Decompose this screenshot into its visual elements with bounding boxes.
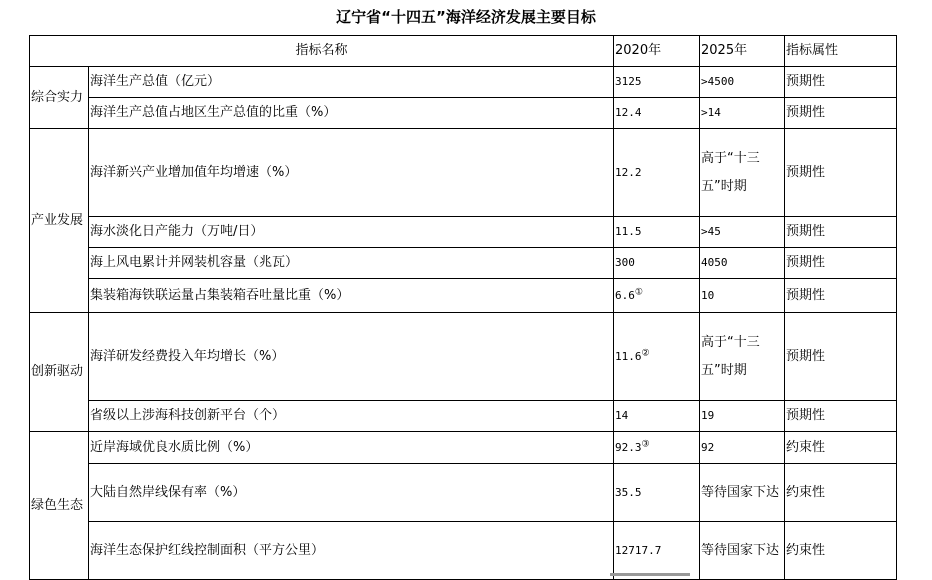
category-cell: 绿色生态 [30, 432, 89, 580]
attribute: 预期性 [785, 313, 897, 401]
indicator-name: 近岸海域优良水质比例（%） [89, 432, 614, 464]
table-row [30, 313, 897, 401]
footnote-mark: ③ [641, 438, 650, 449]
header-row [30, 36, 897, 67]
value-2020: 300 [614, 248, 700, 279]
table-row [30, 464, 897, 522]
targets-table [29, 35, 897, 580]
attribute: 预期性 [785, 129, 897, 217]
header-indicator-name: 指标名称 [30, 36, 614, 67]
value-2020: 3125 [614, 67, 700, 98]
indicator-name: 海上风电累计并网装机容量（兆瓦） [89, 248, 614, 279]
attribute: 预期性 [785, 98, 897, 129]
header-2025: 2025年 [700, 36, 785, 67]
value-2020: 12717.7 [614, 522, 700, 580]
table-row [30, 98, 897, 129]
value-2020: 6.6 [615, 288, 635, 302]
value-2025: >14 [700, 98, 785, 129]
scroll-indicator [610, 573, 690, 576]
value-2020-cell [614, 432, 700, 464]
attribute: 预期性 [785, 279, 897, 313]
attribute: 约束性 [785, 464, 897, 522]
value-2025: 高于“十三五”时期 [700, 313, 785, 401]
value-2025: 92 [700, 432, 785, 464]
table-row [30, 279, 897, 313]
value-2025: 10 [700, 279, 785, 313]
value-2020: 92.3 [615, 440, 642, 454]
category-cell: 综合实力 [30, 67, 89, 129]
table-row [30, 522, 897, 580]
value-2020: 11.5 [614, 217, 700, 248]
table-row [30, 401, 897, 432]
value-2025: >4500 [700, 67, 785, 98]
table-title: 辽宁省“十四五”海洋经济发展主要目标 [336, 8, 596, 26]
table-row [30, 129, 897, 217]
attribute: 预期性 [785, 67, 897, 98]
table-row [30, 217, 897, 248]
category-cell: 产业发展 [30, 129, 89, 313]
value-2025: 等待国家下达 [700, 522, 785, 580]
value-2020: 12.2 [614, 129, 700, 217]
indicator-name: 省级以上涉海科技创新平台（个） [89, 401, 614, 432]
value-2020: 35.5 [614, 464, 700, 522]
value-2020: 14 [614, 401, 700, 432]
attribute: 预期性 [785, 401, 897, 432]
header-2020: 2020年 [614, 36, 700, 67]
value-2020-cell [614, 313, 700, 401]
value-2025: 等待国家下达 [700, 464, 785, 522]
attribute: 约束性 [785, 432, 897, 464]
value-2025: 4050 [700, 248, 785, 279]
category-cell: 创新驱动 [30, 313, 89, 432]
indicator-name: 海洋生态保护红线控制面积（平方公里） [89, 522, 614, 580]
value-2025: 高于“十三五”时期 [700, 129, 785, 217]
indicator-name: 海洋新兴产业增加值年均增速（%） [89, 129, 614, 217]
indicator-name: 海水淡化日产能力（万吨/日） [89, 217, 614, 248]
indicator-name: 集装箱海铁联运量占集装箱吞吐量比重（%） [89, 279, 614, 313]
attribute: 约束性 [785, 522, 897, 580]
table-row [30, 432, 897, 464]
value-2025: >45 [700, 217, 785, 248]
attribute: 预期性 [785, 248, 897, 279]
indicator-name: 大陆自然岸线保有率（%） [89, 464, 614, 522]
value-2025: 19 [700, 401, 785, 432]
footnote-mark: ① [634, 286, 643, 297]
indicator-name: 海洋研发经费投入年均增长（%） [89, 313, 614, 401]
table-row [30, 67, 897, 98]
indicator-name: 海洋生产总值占地区生产总值的比重（%） [89, 98, 614, 129]
footnote-mark: ② [641, 347, 650, 358]
table-row [30, 248, 897, 279]
indicator-name: 海洋生产总值（亿元） [89, 67, 614, 98]
value-2020: 11.6 [615, 349, 642, 363]
value-2020-cell [614, 279, 700, 313]
header-attribute: 指标属性 [785, 36, 897, 67]
attribute: 预期性 [785, 217, 897, 248]
value-2020: 12.4 [614, 98, 700, 129]
